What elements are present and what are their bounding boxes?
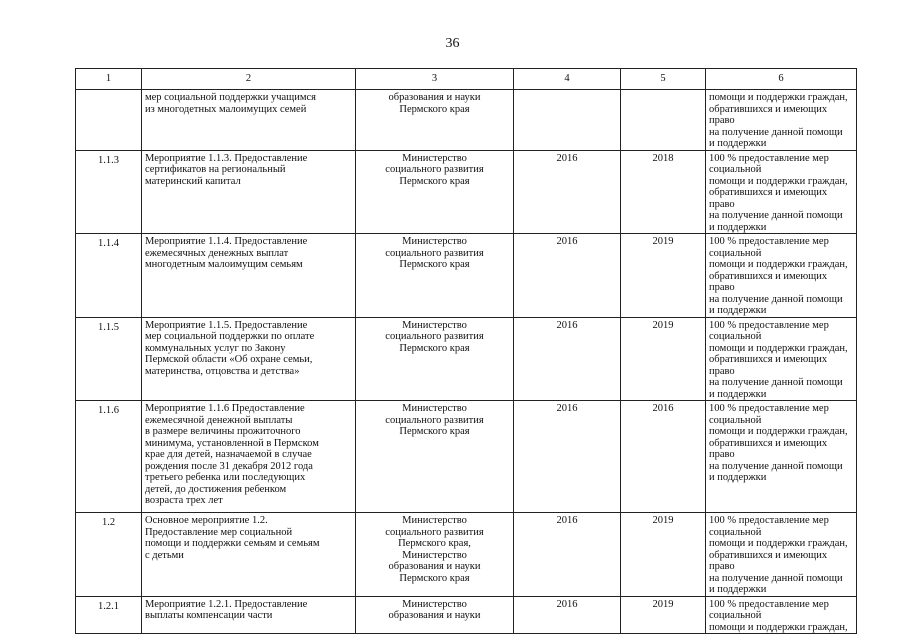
executor: Министерство социального развития Пермского края, Министерство образования и науки Пермского края [356, 513, 514, 597]
end-year: 2019 [621, 317, 706, 401]
row-number: 1.2.1 [76, 596, 142, 634]
expected-result: 100 % предоставление мер социальной помощи и поддержки граждан, [706, 596, 857, 634]
expected-result: 100 % предоставление мер социальной помощи и поддержки граждан, обратившихся и имеющих право на получение данной помощи и поддержки [706, 401, 857, 513]
start-year: 2016 [514, 150, 621, 234]
column-header: 5 [621, 69, 706, 90]
table-row [76, 150, 857, 234]
executor: Министерство социального развития Пермского края [356, 234, 514, 318]
expected-result: 100 % предоставление мер социальной помощи и поддержки граждан, обратившихся и имеющих право на получение данной помощи и поддержки [706, 150, 857, 234]
end-year: 2019 [621, 513, 706, 597]
executor: образования и науки Пермского края [356, 90, 514, 151]
column-header: 3 [356, 69, 514, 90]
executor: Министерство социального развития Пермского края [356, 401, 514, 513]
start-year: 2016 [514, 317, 621, 401]
column-header: 2 [142, 69, 356, 90]
expected-result: 100 % предоставление мер социальной помощи и поддержки граждан, обратившихся и имеющих право на получение данной помощи и поддержки [706, 317, 857, 401]
table-row [76, 596, 857, 634]
row-number: 1.1.6 [76, 401, 142, 513]
end-year: 2019 [621, 596, 706, 634]
table-row [76, 513, 857, 597]
measure-name: Мероприятие 1.1.6 Предоставление ежемесячной денежной выплаты в размере величины прожиточного минимума, установленной в Пермском крае для детей, назначаемой в случае рождения после 31 декабря 2012 года третьего ребенка или последующих детей, до достижения ребенком возраста трех лет [142, 401, 356, 513]
table-row [76, 317, 857, 401]
measure-name: Мероприятие 1.1.3. Предоставление сертификатов на региональный материнский капитал [142, 150, 356, 234]
executor: Министерство социального развития Пермского края [356, 150, 514, 234]
row-number: 1.1.3 [76, 150, 142, 234]
expected-result: 100 % предоставление мер социальной помощи и поддержки граждан, обратившихся и имеющих право на получение данной помощи и поддержки [706, 513, 857, 597]
table-row [76, 90, 857, 151]
measure-name: мер социальной поддержки учащимся из многодетных малоимущих семей [142, 90, 356, 151]
measure-name: Мероприятие 1.1.5. Предоставление мер социальной поддержки по оплате коммунальных услуг по Закону Пермской области «Об охране семьи, материнства, отцовства и детства» [142, 317, 356, 401]
program-table [75, 68, 857, 634]
start-year: 2016 [514, 596, 621, 634]
expected-result: помощи и поддержки граждан, обратившихся и имеющих право на получение данной помощи и поддержки [706, 90, 857, 151]
measure-name: Мероприятие 1.1.4. Предоставление ежемесячных денежных выплат многодетным малоимущим семьям [142, 234, 356, 318]
start-year: 2016 [514, 234, 621, 318]
executor: Министерство образования и науки [356, 596, 514, 634]
table-row [76, 401, 857, 513]
row-number: 1.1.5 [76, 317, 142, 401]
end-year: 2016 [621, 401, 706, 513]
end-year: 2019 [621, 234, 706, 318]
row-number: 1.2 [76, 513, 142, 597]
start-year: 2016 [514, 513, 621, 597]
column-header: 1 [76, 69, 142, 90]
expected-result: 100 % предоставление мер социальной помощи и поддержки граждан, обратившихся и имеющих право на получение данной помощи и поддержки [706, 234, 857, 318]
row-number: 1.1.4 [76, 234, 142, 318]
measure-name: Основное мероприятие 1.2. Предоставление мер социальной помощи и поддержки семьям и семьям с детьми [142, 513, 356, 597]
row-number [76, 90, 142, 151]
column-header: 4 [514, 69, 621, 90]
page-number: 36 [445, 36, 460, 51]
measure-name: Мероприятие 1.2.1. Предоставление выплаты компенсации части [142, 596, 356, 634]
end-year [621, 90, 706, 151]
table-row [76, 234, 857, 318]
start-year [514, 90, 621, 151]
table-header-row [76, 69, 857, 90]
executor: Министерство социального развития Пермского края [356, 317, 514, 401]
column-header: 6 [706, 69, 857, 90]
end-year: 2018 [621, 150, 706, 234]
start-year: 2016 [514, 401, 621, 513]
